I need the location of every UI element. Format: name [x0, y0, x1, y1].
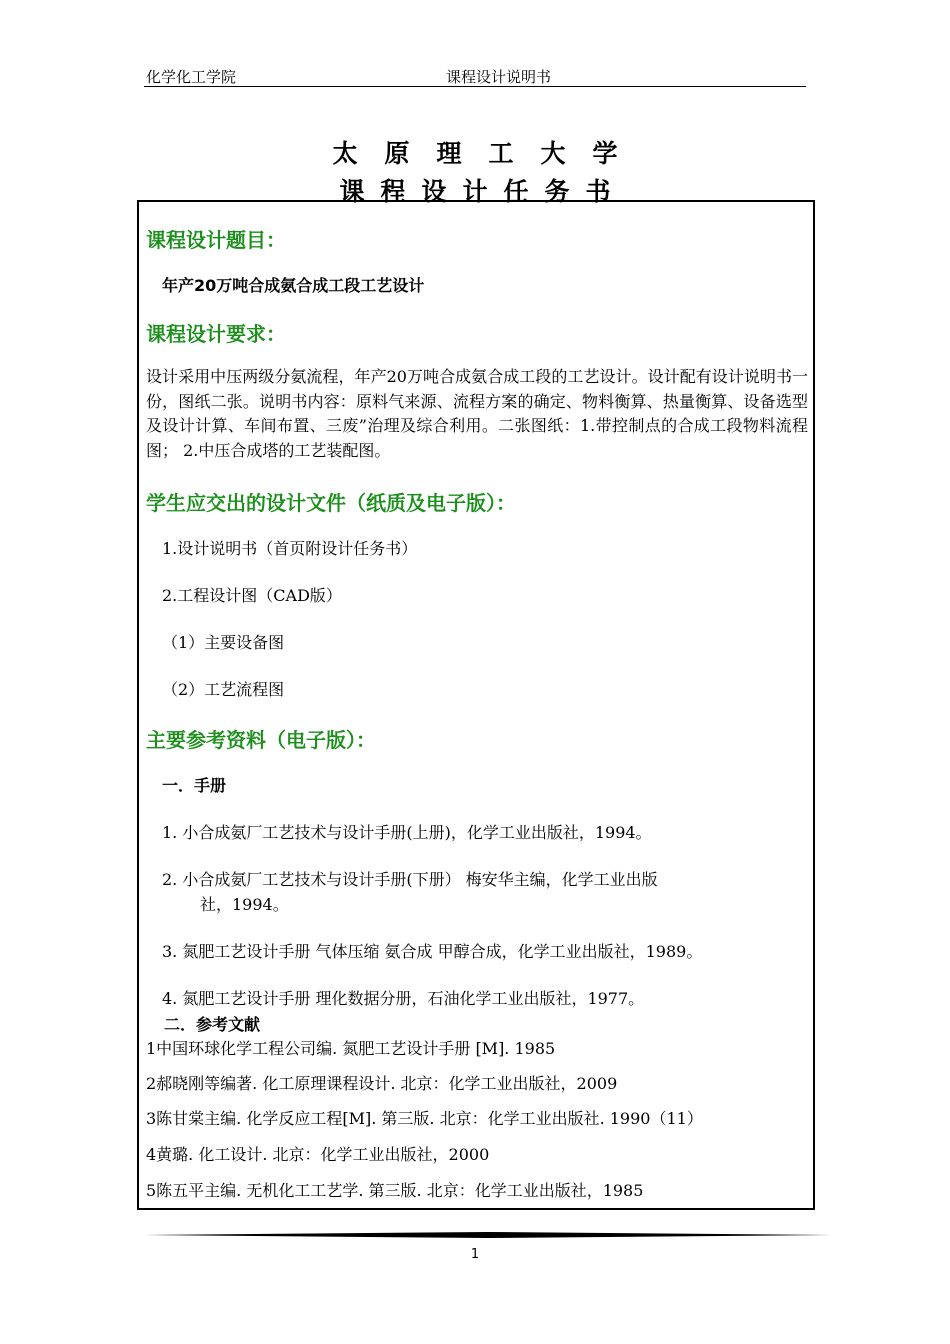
- footer-rule: [144, 1232, 832, 1238]
- requirements-text: 设计采用中压两级分氨流程，年产20万吨合成氨合成工段的工艺设计。设计配有设计说明书一份，图纸二张。说明书内容：原料气来源、流程方案的确定、物料衡算、热量衡算、设备选型及设计计算、车间布置、三废”治理及综合利用。二张图纸：1.带控制点的合成工段物料流程图； 2.中压合成塔的工艺装配图。: [146, 367, 808, 460]
- literature-item: 2郝晓刚等编著. 化工原理课程设计. 北京：化学工业出版社，2009: [146, 1074, 618, 1093]
- header-doc-type: 课程设计说明书: [446, 68, 552, 86]
- literature-item: 1中国环球化学工程公司编. 氮肥工艺设计手册 [M]. 1985: [146, 1039, 556, 1058]
- header-rule: [144, 86, 806, 87]
- literature-item: 5陈五平主编. 无机化工工艺学. 第三版. 北京：化学工业出版社，1985: [146, 1181, 644, 1200]
- literature-heading: 二．参考文献: [164, 1015, 261, 1034]
- handbook-item-continued: 社，1994。: [200, 895, 289, 914]
- header-school: 化学化工学院: [146, 68, 237, 86]
- handbook-item: 3. 氮肥工艺设计手册 气体压缩 氨合成 甲醇合成，化学工业出版社，1989。: [162, 942, 703, 961]
- handbook-heading: 一．手册: [162, 776, 227, 795]
- deliverable-item: 1.设计说明书（首页附设计任务书）: [162, 539, 418, 558]
- deliverable-item: （1）主要设备图: [162, 633, 285, 652]
- deliverable-item: 2.工程设计图（CAD版）: [162, 586, 342, 605]
- handbook-item: 4. 氮肥工艺设计手册 理化数据分册，石油化学工业出版社，1977。: [162, 989, 645, 1008]
- university-title: 太原理工大学: [332, 139, 645, 168]
- handbook-item: 2. 小合成氨厂工艺技术与设计手册(下册） 梅安华主编，化学工业出版: [162, 870, 658, 889]
- page-number: 1: [470, 1247, 480, 1262]
- references-heading: 主要参考资料（电子版）：: [146, 728, 376, 752]
- literature-item: 3陈甘棠主编. 化学反应工程[M]. 第三版. 北京：化学工业出版社. 1990（11）: [146, 1109, 703, 1128]
- requirements-heading: 课程设计要求：: [146, 322, 286, 346]
- literature-item: 4黄璐. 化工设计. 北京：化学工业出版社，2000: [146, 1145, 490, 1164]
- deliverables-heading: 学生应交出的设计文件（纸质及电子版）：: [146, 491, 516, 515]
- document-title: 课程设计任务书: [339, 177, 627, 206]
- handbook-item: 1. 小合成氨厂工艺技术与设计手册(上册)，化学工业出版社，1994。: [162, 823, 652, 842]
- topic-text: 年产20万吨合成氨合成工段工艺设计: [162, 276, 425, 295]
- deliverable-item: （2）工艺流程图: [162, 680, 285, 699]
- topic-heading: 课程设计题目：: [146, 228, 286, 252]
